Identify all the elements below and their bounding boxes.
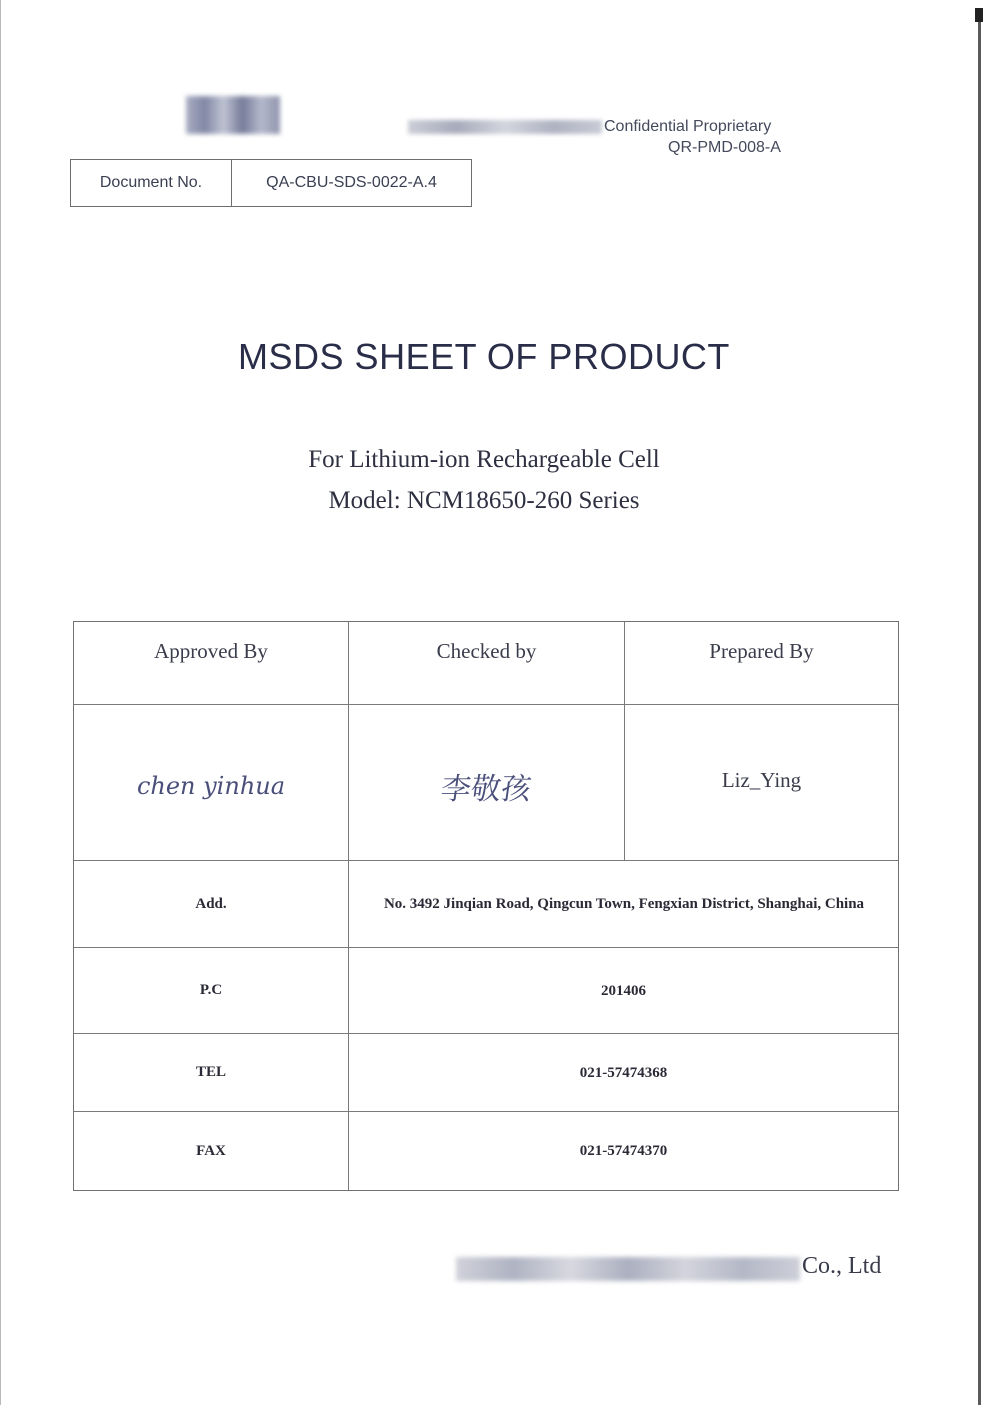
page-title: MSDS SHEET OF PRODUCT bbox=[238, 336, 730, 377]
prepared-by-header: Prepared By bbox=[709, 638, 814, 663]
address-label: Add. bbox=[195, 895, 227, 912]
company-suffix: Co., Ltd bbox=[802, 1253, 882, 1279]
company-name-redacted bbox=[408, 120, 602, 134]
approval-info-table bbox=[73, 621, 899, 1191]
telephone-value: 021-57474368 bbox=[579, 1064, 668, 1081]
document-number-label: Document No. bbox=[71, 160, 232, 206]
product-subtitle: For Lithium-ion Rechargeable Cell bbox=[308, 446, 660, 473]
approved-by-header: Approved By bbox=[154, 638, 268, 663]
document-number-box bbox=[70, 159, 472, 207]
checker-signature: 李敬孩 bbox=[438, 773, 534, 806]
preparer-name: Liz_Ying bbox=[721, 767, 802, 792]
form-code: QR-PMD-008-A bbox=[668, 139, 781, 156]
checked-by-header: Checked by bbox=[436, 638, 537, 663]
page-edge-right bbox=[978, 14, 981, 1405]
address-value: No. 3492 Jinqian Road, Qingcun Town, Fengxian District, Shanghai, China bbox=[383, 896, 865, 912]
fax-label: FAX bbox=[196, 1142, 226, 1159]
fax-value: 021-57474370 bbox=[579, 1143, 668, 1159]
page-edge-tab bbox=[975, 8, 983, 22]
product-model: Model: NCM18650-260 Series bbox=[328, 487, 640, 514]
approver-signature: chen yinhua bbox=[136, 772, 286, 800]
company-name-footer-redacted bbox=[456, 1257, 800, 1281]
document-number-value: QA-CBU-SDS-0022-A.4 bbox=[266, 174, 437, 191]
table-rule bbox=[74, 704, 898, 705]
page-edge-left bbox=[0, 0, 1, 1405]
postcode-value: 201406 bbox=[601, 982, 646, 999]
company-logo-redacted bbox=[186, 96, 280, 134]
confidential-label: Confidential Proprietary bbox=[604, 118, 772, 135]
postcode-label: P.C bbox=[199, 982, 223, 998]
telephone-label: TEL bbox=[195, 1064, 226, 1080]
